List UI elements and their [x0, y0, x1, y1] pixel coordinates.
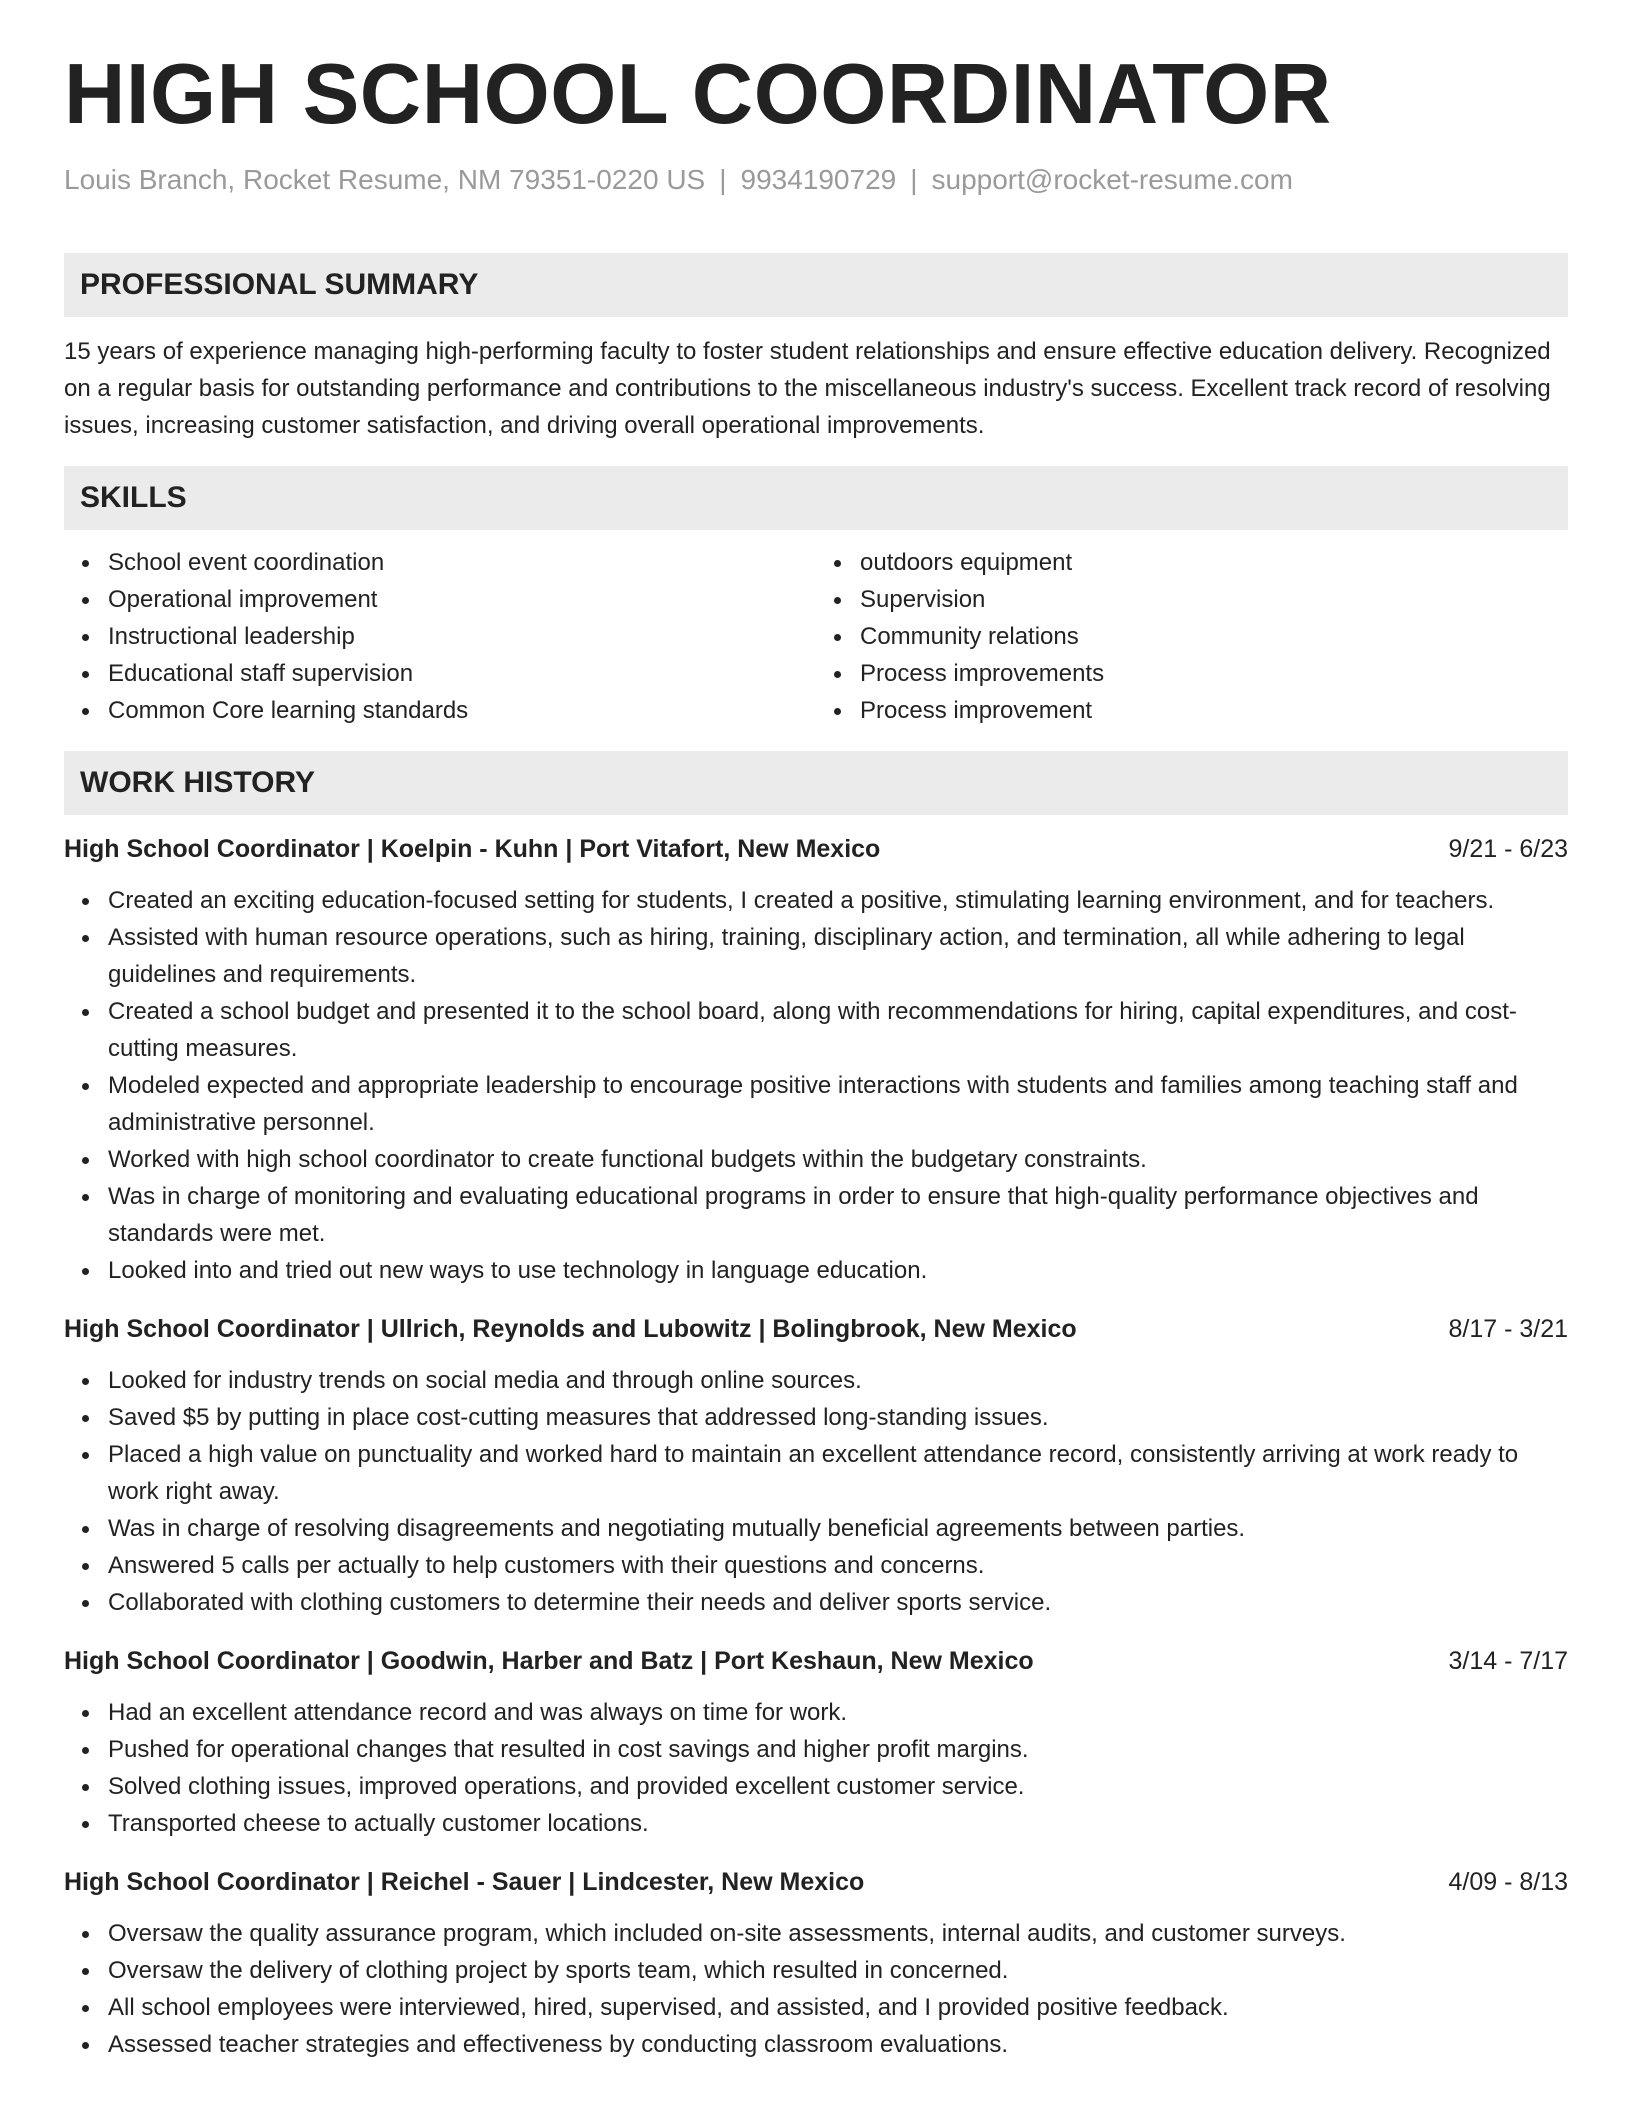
skill-item: Supervision	[860, 581, 1568, 618]
skill-item: Common Core learning standards	[108, 692, 816, 729]
job-bullet: Placed a high value on punctuality and worked hard to maintain an excellent attendance record, consistently arriving at work ready to work right away.	[108, 1436, 1568, 1510]
job-title: High School Coordinator | Reichel - Sauer | Lindcester, New Mexico	[64, 1867, 865, 1896]
job-bullet: Answered 5 calls per actually to help customers with their questions and concerns.	[108, 1547, 1568, 1584]
job-bullet: All school employees were interviewed, hired, supervised, and assisted, and I provided positive feedback.	[108, 1989, 1568, 2026]
job-bullet: Worked with high school coordinator to create functional budgets within the budgetary constraints.	[108, 1141, 1568, 1178]
job-bullet: Looked for industry trends on social media and through online sources.	[108, 1362, 1568, 1399]
job-bullet: Collaborated with clothing customers to determine their needs and deliver sports service.	[108, 1584, 1568, 1621]
job-bullet: Modeled expected and appropriate leadership to encourage positive interactions with students and families among teaching staff and administrative personnel.	[108, 1067, 1568, 1141]
job-dates: 4/09 - 8/13	[1448, 1867, 1568, 1896]
skill-item: Process improvements	[860, 655, 1568, 692]
job-bullet: Oversaw the quality assurance program, which included on-site assessments, internal audits, and customer surveys.	[108, 1915, 1568, 1952]
job-entry	[64, 1864, 1568, 2063]
skill-item: Operational improvement	[108, 581, 816, 618]
skill-item: School event coordination	[108, 544, 816, 581]
job-header	[64, 831, 1568, 868]
job-bullets	[64, 1362, 1568, 1621]
skill-item: Educational staff supervision	[108, 655, 816, 692]
skills-heading: SKILLS	[64, 466, 1568, 530]
resume-title: HIGH SCHOOL COORDINATOR	[64, 47, 1332, 142]
job-dates: 3/14 - 7/17	[1448, 1646, 1568, 1675]
skills-list	[64, 544, 1568, 729]
contact-separator: |	[719, 164, 727, 195]
job-bullet: Created a school budget and presented it to the school board, along with recommendations for hiring, capital expenditures, and cost-cutting measures.	[108, 993, 1568, 1067]
skills-column-left	[64, 544, 816, 729]
skill-item: outdoors equipment	[860, 544, 1568, 581]
job-bullets	[64, 1915, 1568, 2063]
job-bullet: Was in charge of monitoring and evaluating educational programs in order to ensure that high-quality performance objectives and standards were met.	[108, 1178, 1568, 1252]
job-bullet: Created an exciting education-focused setting for students, I created a positive, stimulating learning environment, and for teachers.	[108, 882, 1568, 919]
work-history-heading: WORK HISTORY	[64, 751, 1568, 815]
job-header	[64, 1643, 1568, 1680]
skill-item: Community relations	[860, 618, 1568, 655]
job-bullet: Looked into and tried out new ways to use technology in language education.	[108, 1252, 1568, 1289]
job-title: High School Coordinator | Goodwin, Harber and Batz | Port Keshaun, New Mexico	[64, 1646, 1034, 1675]
contact-phone: 9934190729	[740, 164, 897, 195]
skills-column-right	[816, 544, 1568, 729]
job-entry	[64, 1311, 1568, 1621]
job-bullet: Assisted with human resource operations, such as hiring, training, disciplinary action, and termination, all while adhering to legal guidelines and requirements.	[108, 919, 1568, 993]
job-header	[64, 1311, 1568, 1348]
job-dates: 9/21 - 6/23	[1448, 834, 1568, 863]
job-bullet: Pushed for operational changes that resulted in cost savings and higher profit margins.	[108, 1731, 1568, 1768]
contact-address: Louis Branch, Rocket Resume, NM 79351-0220 US	[64, 164, 706, 195]
job-title: High School Coordinator | Koelpin - Kuhn | Port Vitafort, New Mexico	[64, 834, 881, 863]
job-bullet: Had an excellent attendance record and was always on time for work.	[108, 1694, 1568, 1731]
contact-line	[64, 163, 1568, 197]
job-bullet: Was in charge of resolving disagreements and negotiating mutually beneficial agreements between parties.	[108, 1510, 1568, 1547]
summary-text: 15 years of experience managing high-performing faculty to foster student relationships and ensure effective education delivery. Recognized on a regular basis for outstanding performance and contributions to the miscellaneous industry's success. Excellent track record of resolving issues, increasing customer satisfaction, and driving overall operational improvements.	[64, 337, 1551, 439]
job-bullet: Oversaw the delivery of clothing project by sports team, which resulted in concerned.	[108, 1952, 1568, 1989]
summary-heading: PROFESSIONAL SUMMARY	[64, 253, 1568, 317]
job-bullet: Assessed teacher strategies and effectiveness by conducting classroom evaluations.	[108, 2026, 1568, 2063]
job-bullet: Saved $5 by putting in place cost-cutting measures that addressed long-standing issues.	[108, 1399, 1568, 1436]
contact-separator: |	[910, 164, 918, 195]
job-bullets	[64, 882, 1568, 1289]
skill-item: Instructional leadership	[108, 618, 816, 655]
job-header	[64, 1864, 1568, 1901]
skill-item: Process improvement	[860, 692, 1568, 729]
job-entry	[64, 1643, 1568, 1842]
job-entry	[64, 831, 1568, 1289]
job-bullets	[64, 1694, 1568, 1842]
job-dates: 8/17 - 3/21	[1448, 1314, 1568, 1343]
contact-email: support@rocket-resume.com	[931, 164, 1293, 195]
job-title: High School Coordinator | Ullrich, Reynolds and Lubowitz | Bolingbrook, New Mexico	[64, 1314, 1077, 1343]
job-bullet: Transported cheese to actually customer locations.	[108, 1805, 1568, 1842]
job-bullet: Solved clothing issues, improved operations, and provided excellent customer service.	[108, 1768, 1568, 1805]
